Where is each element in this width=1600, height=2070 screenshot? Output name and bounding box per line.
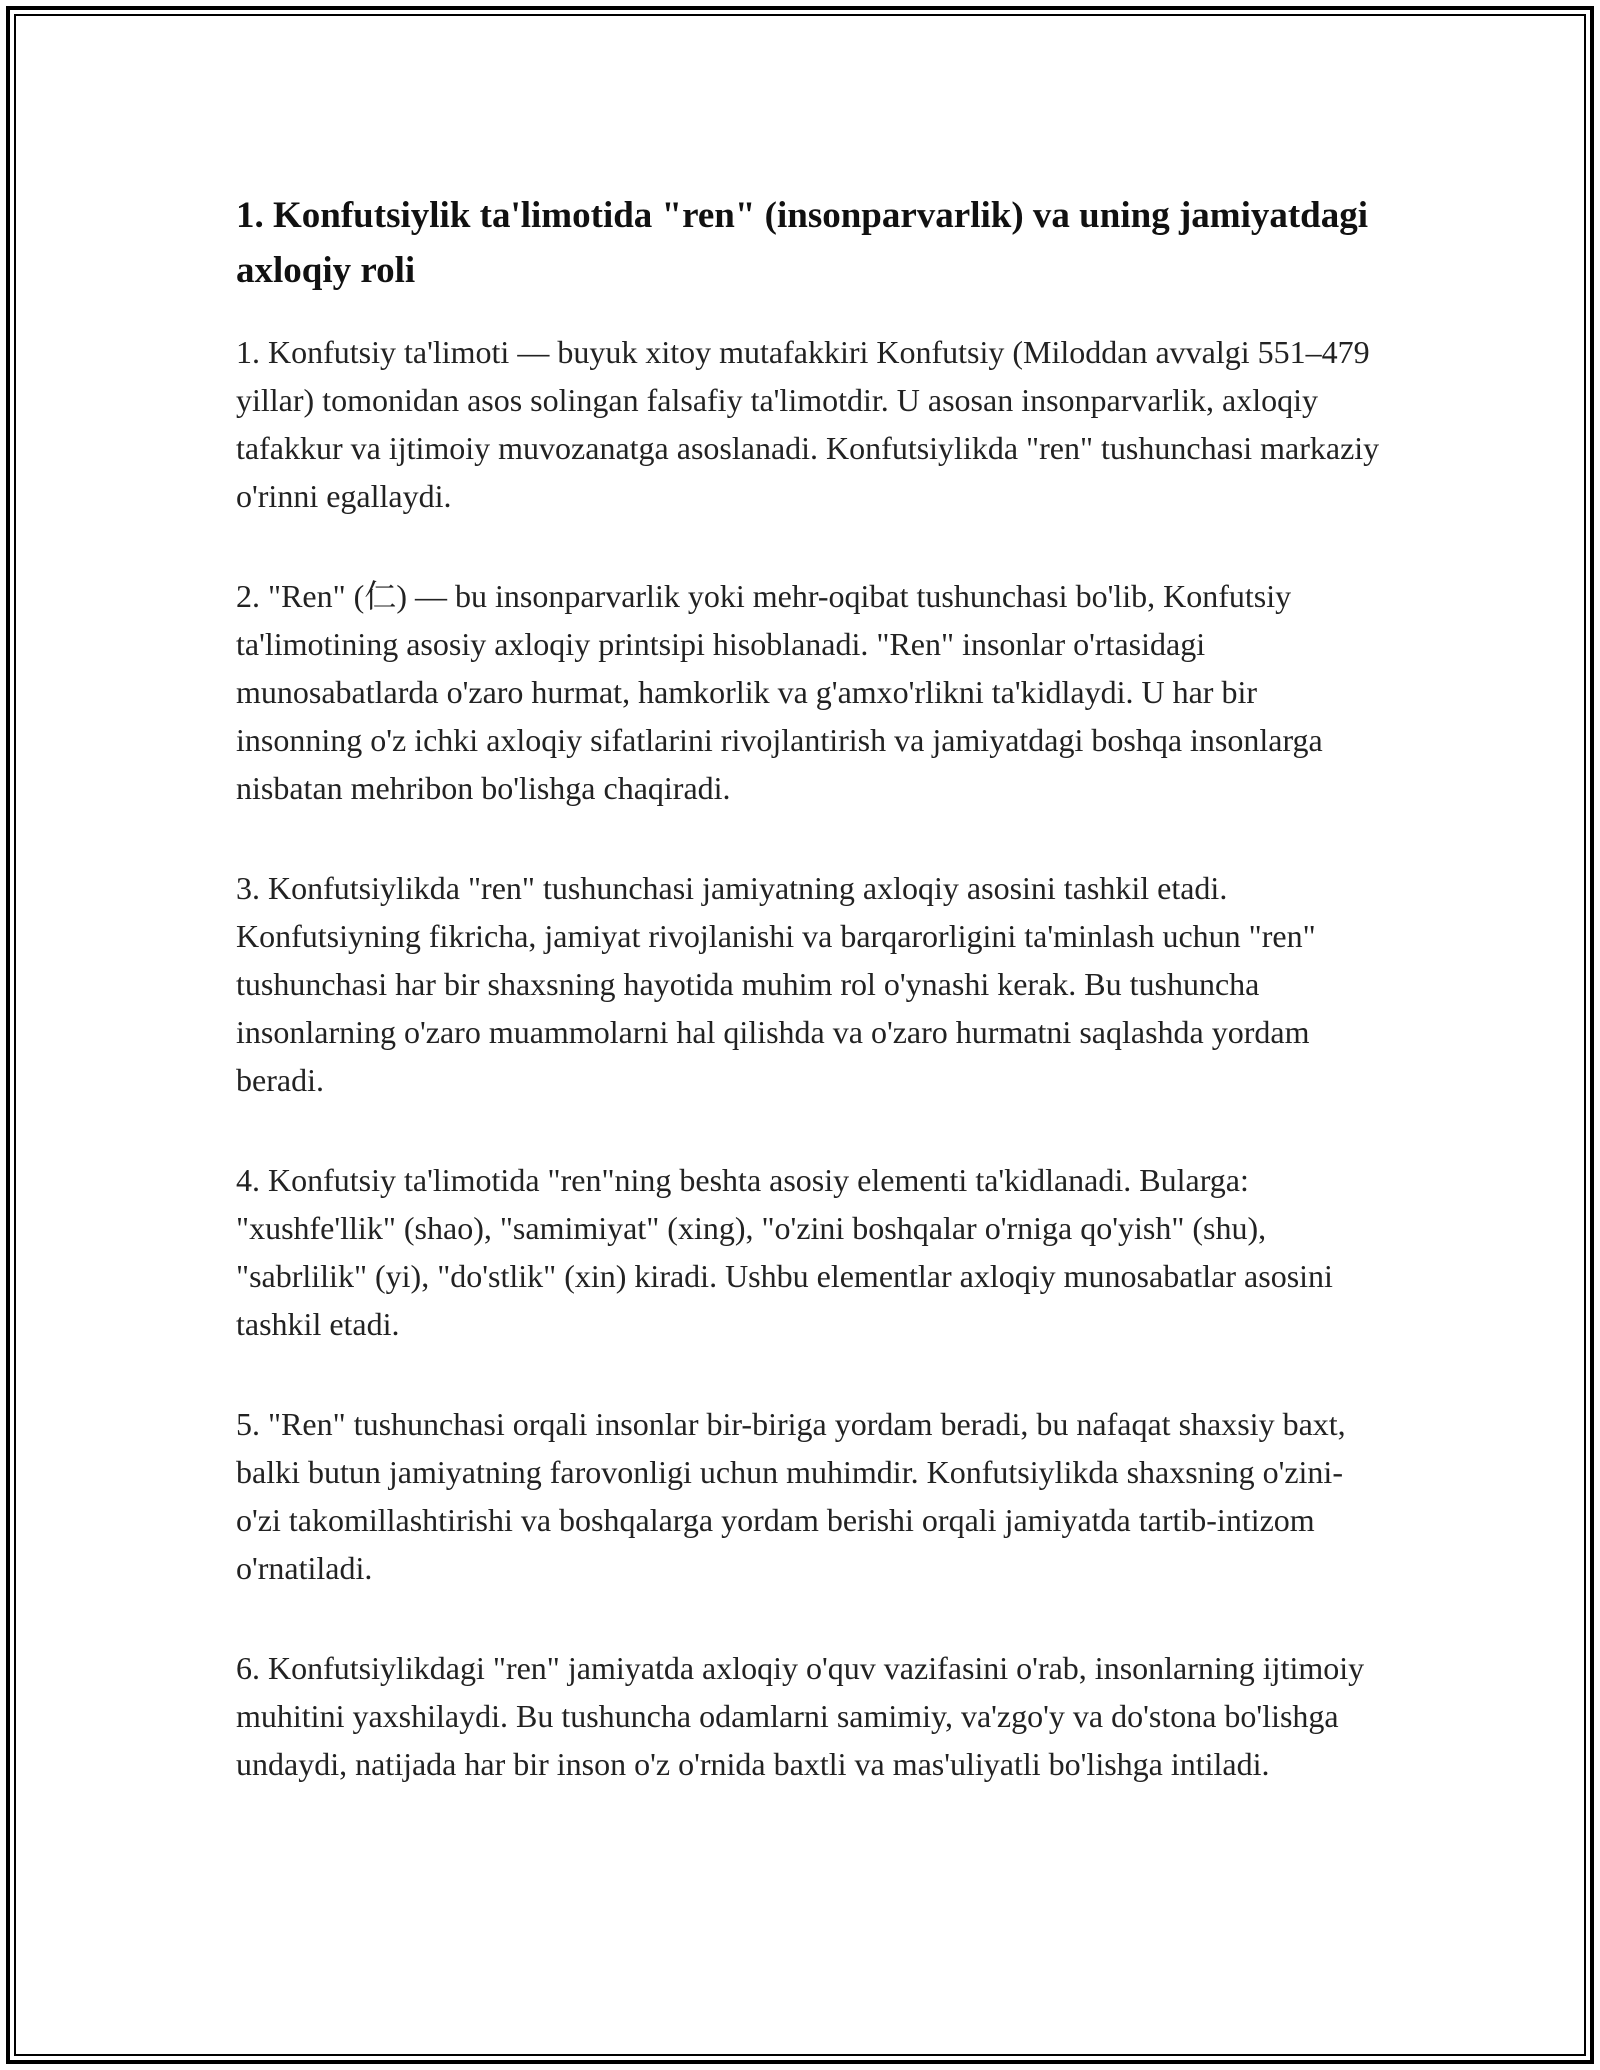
paragraph-1: 1. Konfutsiy ta'limoti — buyuk xitoy mutafakkiri Konfutsiy (Miloddan avvalgi 551–479 yillar) tomonidan asos solingan falsafiy ta'limotdir. U asosan insonparvarlik, axloqiy tafakkur va ijtimoiy muvozanatga asoslanadi. Konfutsiylikda "ren" tushunchasi markaziy o'rinni egallaydi. bbox=[236, 334, 1380, 514]
paragraph-2: 2. "Ren" (仁) — bu insonparvarlik yoki mehr-oqibat tushunchasi bo'lib, Konfutsiy ta'limotining asosiy axloqiy printsipi hisoblanadi. "Ren" insonlar o'rtasidagi munosabatlarda o'zaro hurmat, hamkorlik va g'amxo'rlikni ta'kidlaydi. U har bir insonning o'z ichki axloqiy sifatlarini rivojlantirish va jamiyatdagi boshqa insonlarga nisbatan mehribon bo'lishga chaqiradi. bbox=[236, 578, 1323, 806]
document-body bbox=[236, 188, 1386, 1840]
paragraph-6: 6. Konfutsiylikdagi "ren" jamiyatda axloqiy o'quv vazifasini o'rab, insonlarning ijtimoiy muhitini yaxshilaydi. Bu tushuncha odamlarni samimiy, va'zgo'y va do'stona bo'lishga undaydi, natijada har bir inson o'z o'rnida baxtli va mas'uliyatli bo'lishga intiladi. bbox=[236, 1650, 1365, 1782]
document-title: 1. Konfutsiylik ta'limotida "ren" (insonparvarlik) va uning jamiyatdagi axloqiy roli bbox=[236, 195, 1369, 291]
paragraph-3: 3. Konfutsiylikda "ren" tushunchasi jamiyatning axloqiy asosini tashkil etadi. Konfutsiyning fikricha, jamiyat rivojlanishi va barqarorligini ta'minlash uchun "ren" tushunchasi har bir shaxsning hayotida muhim rol o'ynashi kerak. Bu tushuncha insonlarning o'zaro muammolarni hal qilishda va o'zaro hurmatni saqlashda yordam beradi. bbox=[236, 870, 1316, 1098]
paragraph-5: 5. "Ren" tushunchasi orqali insonlar bir-biriga yordam beradi, bu nafaqat shaxsiy baxt, balki butun jamiyatning farovonligi uchun muhimdir. Konfutsiylikda shaxsning o'zini-o'zi takomillashtirishi va boshqalarga yordam berishi orqali jamiyatda tartib-intizom o'rnatiladi. bbox=[236, 1406, 1346, 1586]
paragraph-4: 4. Konfutsiy ta'limotida "ren"ning beshta asosiy elementi ta'kidlanadi. Bularga: "xushfe'llik" (shao), "samimiyat" (xing), "o'zini boshqalar o'rniga qo'yish" (shu), "sabrlilik" (yi), "do'stlik" (xin) kiradi. Ushbu elementlar axloqiy munosabatlar asosini tashkil etadi. bbox=[236, 1162, 1333, 1342]
